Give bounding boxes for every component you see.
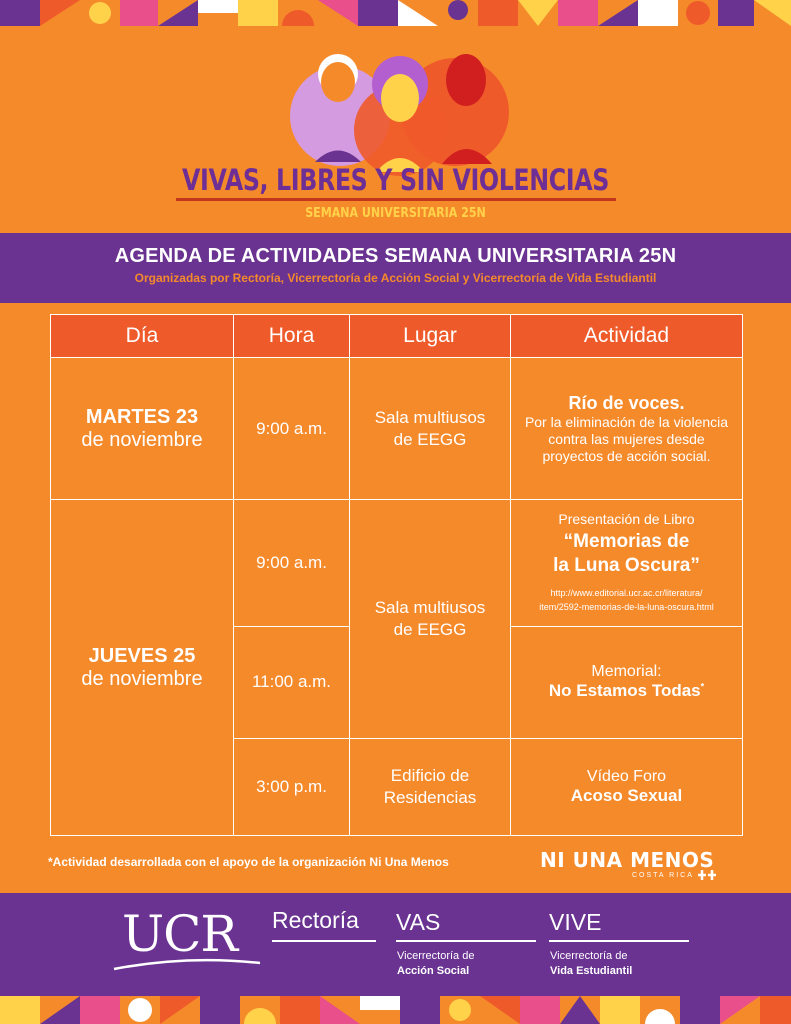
agenda-banner — [0, 233, 791, 303]
table-row — [51, 358, 743, 500]
partner-country: COSTA RICA — [632, 872, 694, 879]
activity-title-text: No Estamos Todas — [548, 681, 701, 701]
ni-una-menos-logo — [540, 848, 730, 884]
rectoria-rule — [272, 940, 376, 942]
activity-title: la Luna Oscura” — [553, 555, 700, 577]
bottom-pattern-strip — [0, 996, 791, 1024]
header-dia: Día — [51, 315, 234, 358]
header-actividad: Actividad — [511, 315, 743, 358]
ucr-logo — [112, 905, 262, 970]
time-cell: 3:00 p.m. — [234, 738, 350, 835]
activity-cell — [511, 738, 743, 835]
agenda-table — [50, 314, 743, 836]
day-name: JUEVES 25 — [88, 644, 196, 667]
place-cell — [350, 738, 511, 835]
activity-cell — [511, 626, 743, 738]
ucr-wordmark: UCR — [122, 905, 238, 963]
table-row — [51, 500, 743, 626]
vas-line1: Vicerrectoría de — [397, 950, 475, 962]
table-header-row — [51, 315, 743, 358]
time-cell: 9:00 a.m. — [234, 500, 350, 626]
place-line: de EEGG — [393, 620, 467, 640]
activity-description: Por la eliminación de la violencia contra las mujeres desde proyectos de acción social. — [524, 413, 729, 464]
vive-line2: Vida Estudiantil — [550, 965, 633, 977]
day-cell-jueves — [51, 500, 234, 836]
activity-title: “Memorias de — [563, 531, 690, 553]
time-cell: 9:00 a.m. — [234, 358, 350, 500]
activity-cell — [511, 358, 743, 500]
activity-title: Río de voces. — [568, 392, 685, 413]
top-pattern-strip — [0, 0, 791, 26]
footnote-star: * — [700, 681, 705, 692]
activity-cell — [511, 500, 743, 626]
place-line: Residencias — [383, 787, 477, 807]
headline: VIVAS, LIBRES Y SIN VIOLENCIAS — [182, 163, 609, 197]
place-cell — [350, 500, 511, 738]
activity-title: Acoso Sexual — [570, 785, 683, 805]
vas-rule — [396, 940, 536, 942]
activity-pretitle: Presentación de Libro — [558, 511, 695, 528]
partner-name: NI UNA MENOS — [540, 848, 715, 872]
header-lugar: Lugar — [350, 315, 511, 358]
ucr-swoosh-icon — [112, 957, 262, 971]
venus-icon — [698, 864, 720, 884]
place-line: Edificio de — [390, 765, 470, 785]
vive-label: VIVE — [549, 909, 602, 935]
agenda-title: AGENDA DE ACTIVIDADES SEMANA UNIVERSITARIA 25N — [114, 245, 677, 267]
day-date: de noviembre — [81, 428, 203, 451]
footnote: *Actividad desarrollada con el apoyo de la organización Ni Una Menos — [48, 855, 449, 869]
book-link-line: http://www.editorial.ucr.ac.cr/literatura/ — [550, 588, 703, 599]
vas-label: VAS — [396, 909, 441, 935]
vive-line1: Vicerrectoría de — [550, 950, 628, 962]
hero-illustration — [0, 44, 791, 224]
activity-line: Memorial: — [591, 663, 662, 681]
book-link-line: item/2592-memorias-de-la-luna-oscura.html — [539, 602, 714, 613]
rectoria-label: Rectoría — [272, 907, 359, 933]
subline: SEMANA UNIVERSITARIA 25N — [305, 206, 486, 221]
day-cell-martes — [51, 358, 234, 500]
place-line: de EEGG — [393, 429, 467, 449]
day-name: MARTES 23 — [85, 405, 199, 428]
time-cell: 11:00 a.m. — [234, 626, 350, 738]
place-line: Sala multiusos — [374, 407, 486, 427]
headline-underline — [176, 198, 616, 201]
vive-rule — [549, 940, 689, 942]
activity-title — [511, 681, 742, 701]
place-cell — [350, 358, 511, 500]
vas-line2: Acción Social — [397, 965, 470, 977]
activity-line: Vídeo Foro — [586, 767, 667, 785]
footer-band — [0, 893, 791, 996]
book-link[interactable] — [511, 586, 742, 614]
place-line: Sala multiusos — [374, 598, 486, 618]
header-hora: Hora — [234, 315, 350, 358]
agenda-subtitle: Organizadas por Rectoría, Vicerrectoría de Acción Social y Vicerrectoría de Vida Estudiantil — [134, 271, 657, 285]
day-date: de noviembre — [81, 667, 203, 690]
